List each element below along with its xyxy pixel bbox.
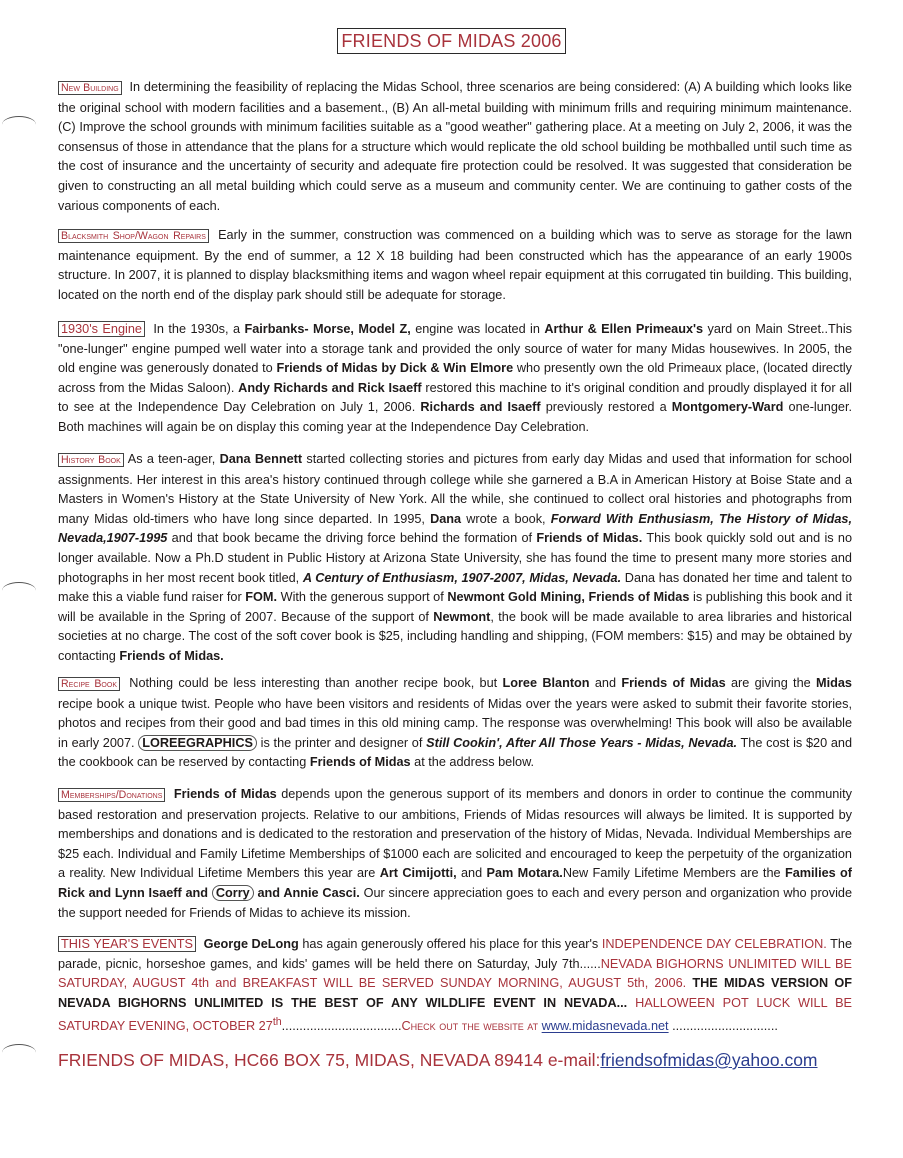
history-bold-3: Friends of Midas. xyxy=(536,531,643,546)
ordinal-suffix: th xyxy=(272,1016,282,1029)
new-building-section xyxy=(58,78,852,216)
recipe-book-heading: Recipe Book xyxy=(58,677,120,691)
title-wrap xyxy=(0,28,903,54)
recipe-text-7: at the address below. xyxy=(414,755,535,770)
history-text-4: and that book became the driving force behind the formation of xyxy=(171,531,533,546)
history-bold-4: FOM. xyxy=(245,590,278,605)
memberships-text-1: depends upon the generous support of its members and donors in order to continue the community based restoration and preservation projects. Relative to our ambitions, Friends of Midas resources will always be limited. It is supported by memberships and donations and is dedicated to the restoration and preservation of the history of Midas, Nevada. Individual Memberships are $25 each. Individual and Family Lifetime Memberships of $1000 each are solicited and encouraged to keep the perpetuity of the organization a reality. New Individual Lifetime Members this year are xyxy=(58,787,852,881)
recipe-text-5: is the printer and designer of xyxy=(260,735,423,750)
footer-address-text: FRIENDS OF MIDAS, HC66 BOX 75, MIDAS, NEVADA 89414 e-mail: xyxy=(58,1050,601,1070)
recipe-text-1: Nothing could be less interesting than another recipe book, but xyxy=(129,676,498,690)
history-text-7: With the generous support of xyxy=(280,590,444,605)
engine-bold-5: Richards and Isaeff xyxy=(420,400,541,415)
blacksmith-text: Early in the summer, construction was commenced on a building which was to serve as storage for the lawn maintenance equipment. By the end of summer, a 12 X 18 building had been constructed which has the appearance of an early 1900s structure. In 2007, it is planned to display blacksmithing items and wagon wheel repair equipment at this corrugated tin building. This building, located on the north end of the display park should still be adequate for storage. xyxy=(58,228,852,302)
independence-day: INDEPENDENCE DAY CELEBRATION. xyxy=(601,937,827,951)
events-text-2: The parade, picnic, horseshoe games, and kids' games will be held there on Saturday, July 7th...... xyxy=(58,937,853,971)
website-link[interactable]: www.midasnevada.net xyxy=(541,1019,669,1034)
recipe-text-3: are giving the xyxy=(730,676,811,690)
memberships-bold-4: Families of Rick and Lynn Isaeff and xyxy=(58,866,853,900)
memberships-text-2: and xyxy=(461,866,483,881)
history-text-5: This book quickly sold out and is no longer available. Now a Ph.D student in Public History at Arizona State University, she has found the time to present many more stories and photographs in her most recent book titled, xyxy=(58,531,853,585)
memberships-heading: Memberships/Donations xyxy=(58,788,165,802)
halloween-event: HALLOWEEN POT LUCK WILL BE SATURDAY EVENING, OCTOBER 27 xyxy=(58,995,852,1034)
events-bold-2: THE MIDAS VERSION OF NEVADA BIGHORNS UNLIMITED IS THE BEST OF ANY WILDLIFE EVENT IN NEVADA... xyxy=(58,976,852,1010)
history-book-heading: History Book xyxy=(58,453,124,467)
history-book-section xyxy=(58,450,852,667)
history-text-1: As a teen-ager, xyxy=(127,452,216,466)
footer-email-link[interactable]: friendsofmidas@yahoo.com xyxy=(600,1050,818,1070)
new-building-heading: New Building xyxy=(58,81,122,95)
recipe-text-4: recipe book a unique twist. People who have been visitors and residents of Midas over the years were asked to submit their favorite stories, photos and recipes from their good and bad times in this old mining camp. The response was overwhelming! This book will also be available in early 2007. xyxy=(58,696,852,750)
engine-bold-4: Andy Richards and Rick Isaeff xyxy=(238,380,422,395)
events-text-1: has again generously offered his place for this year's xyxy=(302,937,599,951)
blacksmith-section xyxy=(58,226,852,305)
punch-hole-top xyxy=(2,116,36,133)
page-title: FRIENDS OF MIDAS 2006 xyxy=(337,28,565,54)
history-text-8: is publishing this book and it will be available in the Spring of 2007. Because of the support of xyxy=(58,590,853,624)
engine-bold-2: Arthur & Ellen Primeaux's xyxy=(544,322,704,336)
history-bold-1: Dana Bennett xyxy=(219,452,303,466)
engine-text-7: one-lunger. Both machines will again be on display this coming year at the Independence Day Celebration. xyxy=(58,400,853,434)
dots-1: .................................. xyxy=(281,1019,402,1034)
loreegraphics-circled: LOREEGRAPHICS xyxy=(138,735,257,751)
recipe-text-6: The cost is $20 and the cookbook can be reserved by contacting xyxy=(58,735,853,770)
engine-text-5: restored this machine to it's original condition and proudly displayed it for all to see at the Independence Day Celebration on July 1, 2006. xyxy=(58,380,852,415)
history-bold-7: Friends of Midas. xyxy=(119,648,224,663)
engine-section xyxy=(58,320,852,438)
recipe-bold-5: Friends of Midas xyxy=(309,755,411,770)
engine-bold-6: Montgomery-Ward xyxy=(671,400,784,415)
memberships-bold-3: Pam Motara. xyxy=(486,866,563,881)
engine-bold-1: Fairbanks- Morse, Model Z, xyxy=(244,322,411,336)
footer-address xyxy=(58,1050,878,1071)
events-bold-1: George DeLong xyxy=(203,937,299,951)
engine-text-4: who presently own the old Primeaux place, (located directly across from the Midas Saloon). xyxy=(58,361,853,395)
new-building-text: In determining the feasibility of replacing the Midas School, three scenarios are being considered: (A) A building which looks like the original school with modern facilities and a basement., (B) An all-metal building with minimum frills and requiring minimum maintenance. (C) Improve the school grounds with minimum facilities suitable as a "good weather" gathering place. At a meeting on July 2, 2006, it was the consensus of those in attendance that the plans for a structure which would replicate the old school building be mothballed until such time as the cost of insurance and the uncertainty of security and adequate fire protection could be resolved. It was suggested that consideration be given to constructing an all metal building which could serve as a museum and community center. We are continuing to gather costs of the various components of each. xyxy=(58,80,852,213)
corry-circled: Corry xyxy=(212,885,254,901)
memberships-text-4: Our sincere appreciation goes to each and every person and organization who provide the support needed for Friends of Midas to achieve its mission. xyxy=(58,885,853,920)
engine-text-1: In the 1930s, a xyxy=(153,322,241,336)
memberships-bold-6: and Annie Casci. xyxy=(257,885,360,900)
recipe-bold-3: Midas xyxy=(816,676,852,690)
engine-text-3: yard on Main Street..This "one-lunger" engine pumped well water into a storage tank and provided the only source of water for many Midas housewives. In 2005, the old engine was generously donated to xyxy=(58,322,852,376)
bighorns-event: NEVADA BIGHORNS UNLIMITED WILL BE SATURDAY, AUGUST 4th and BREAKFAST WILL BE SERVED SUNDAY MORNING, AUGUST 5th, 2006. xyxy=(58,956,852,991)
recipe-text-2: and xyxy=(594,676,617,690)
punch-hole-bottom xyxy=(2,1044,36,1061)
engine-bold-3: Friends of Midas by Dick & Win Elmore xyxy=(276,361,514,376)
engine-text-6: previously restored a xyxy=(545,400,667,415)
punch-hole-middle xyxy=(2,582,36,599)
history-bold-5: Newmont Gold Mining, Friends of Midas xyxy=(447,590,690,605)
website-label: Check out the website at xyxy=(401,1019,539,1034)
history-bold-2: Dana xyxy=(430,511,462,526)
history-text-2: started collecting stories and pictures from early day Midas and used that information for school assignments. Her interest in this area's history continued through college while she garnered a B.A in American History at Boise State and a Masters in Women's History at the State University of New York. All the while, she continued to collect oral histories and photographs from many Midas old-timers who have long since departed. In 1995, xyxy=(58,452,852,526)
memberships-bold-1: Friends of Midas xyxy=(173,787,277,801)
history-book-title-2: A Century of Enthusiasm, 1907-2007, Midas, Nevada. xyxy=(302,570,622,585)
recipe-bold-1: Loree Blanton xyxy=(502,676,590,690)
recipe-bold-2: Friends of Midas xyxy=(621,676,726,690)
memberships-section xyxy=(58,785,852,923)
events-section xyxy=(58,935,852,1037)
history-text-6: Dana has donated her time and talent to make this a viable fund raiser for xyxy=(58,570,853,605)
history-book-title-1: Forward With Enthusiasm, The History of Midas, Nevada,1907-1995 xyxy=(58,511,852,546)
engine-text-2: engine was located in xyxy=(415,322,540,336)
history-text-9: , the book will be made available to area libraries and historical societies at no charge. The cost of the soft cover book is $25, including handling and shipping, (FOM members: $15) and may be obtained by contacting xyxy=(58,609,852,663)
events-heading: THIS YEAR'S EVENTS xyxy=(58,936,196,952)
history-bold-6: Newmont xyxy=(433,609,491,624)
memberships-bold-2: Art Cimijotti, xyxy=(379,866,457,881)
blacksmith-heading: Blacksmith Shop/Wagon Repairs xyxy=(58,229,209,243)
recipe-book-section xyxy=(58,674,852,773)
engine-heading: 1930's Engine xyxy=(58,321,145,337)
recipe-book-title: Still Cookin', After All Those Years - Midas, Nevada. xyxy=(426,735,738,750)
history-text-3: wrote a book, xyxy=(466,511,546,526)
memberships-text-3: New Family Lifetime Members are the xyxy=(562,866,781,881)
dots-2: .............................. xyxy=(672,1019,778,1034)
